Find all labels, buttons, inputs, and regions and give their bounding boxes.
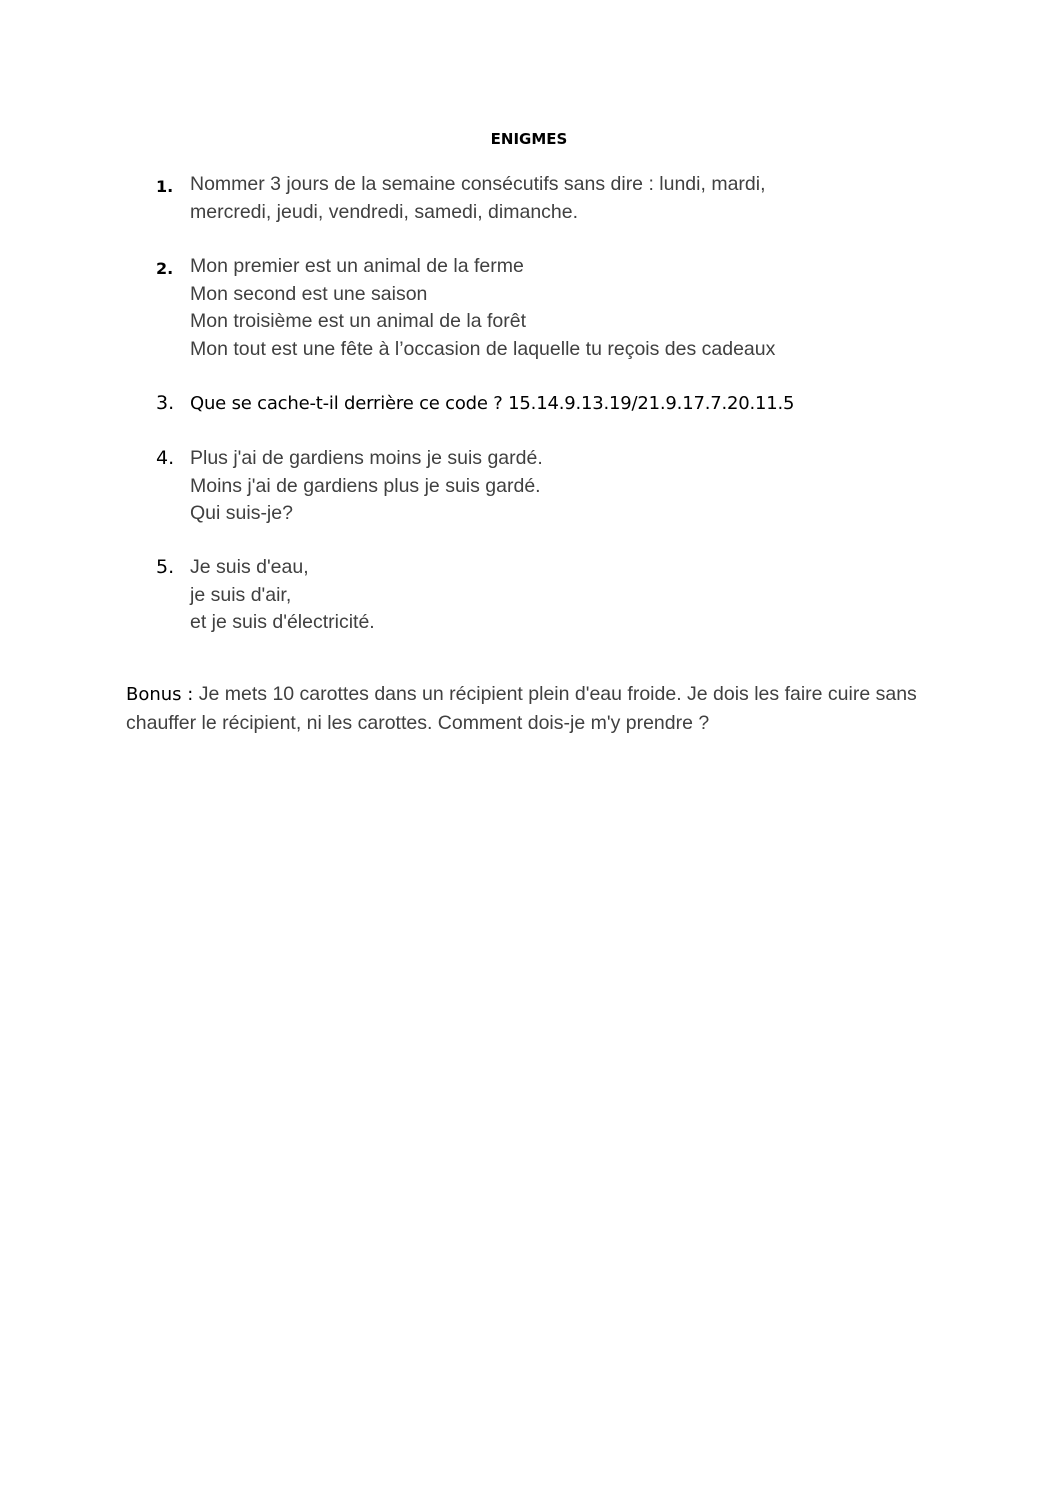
riddle-line: Mon premier est un animal de la ferme (190, 255, 524, 277)
riddle-line: je suis d'air, (190, 583, 292, 606)
riddle-number: 5. (156, 556, 175, 578)
riddle-line: Mon troisième est un animal de la forêt (190, 310, 526, 332)
riddle-line: Je suis d'eau, (190, 556, 309, 578)
riddle-line: Nommer 3 jours de la semaine consécutifs sans dire : lundi, mardi, (190, 173, 766, 195)
riddle-line: mercredi, jeudi, vendredi, samedi, dimanche. (190, 200, 579, 223)
riddle-line: et je suis d'électricité. (190, 611, 375, 633)
riddle-number: 2. (156, 259, 174, 278)
riddle-number: 1. (156, 177, 174, 196)
bonus-paragraph (126, 680, 946, 737)
riddle-number: 4. (156, 447, 175, 469)
riddle-line: Mon tout est une fête à l’occasion de laquelle tu reçois des cadeaux (190, 337, 776, 360)
riddle-line: Mon second est une saison (190, 282, 428, 305)
riddle-line: Moins j'ai de gardiens plus je suis gardé. (190, 474, 541, 497)
riddle-line: Que se cache-t-il derrière ce code ? 15.14.9.13.19/21.9.17.7.20.11.5 (190, 393, 795, 414)
riddle-line: Plus j'ai de gardiens moins je suis gardé. (190, 447, 543, 469)
riddle-number: 3. (156, 392, 175, 414)
riddle-line: Qui suis-je? (190, 502, 293, 524)
page-title: ENIGMES (490, 130, 568, 148)
bonus-label: Bonus : (126, 684, 194, 705)
bonus-text: Je mets 10 carottes dans un récipient plein d'eau froide. Je dois les faire cuire sans chauffer le récipient, ni les carottes. Comment dois-je m'y prendre ? (126, 683, 917, 734)
